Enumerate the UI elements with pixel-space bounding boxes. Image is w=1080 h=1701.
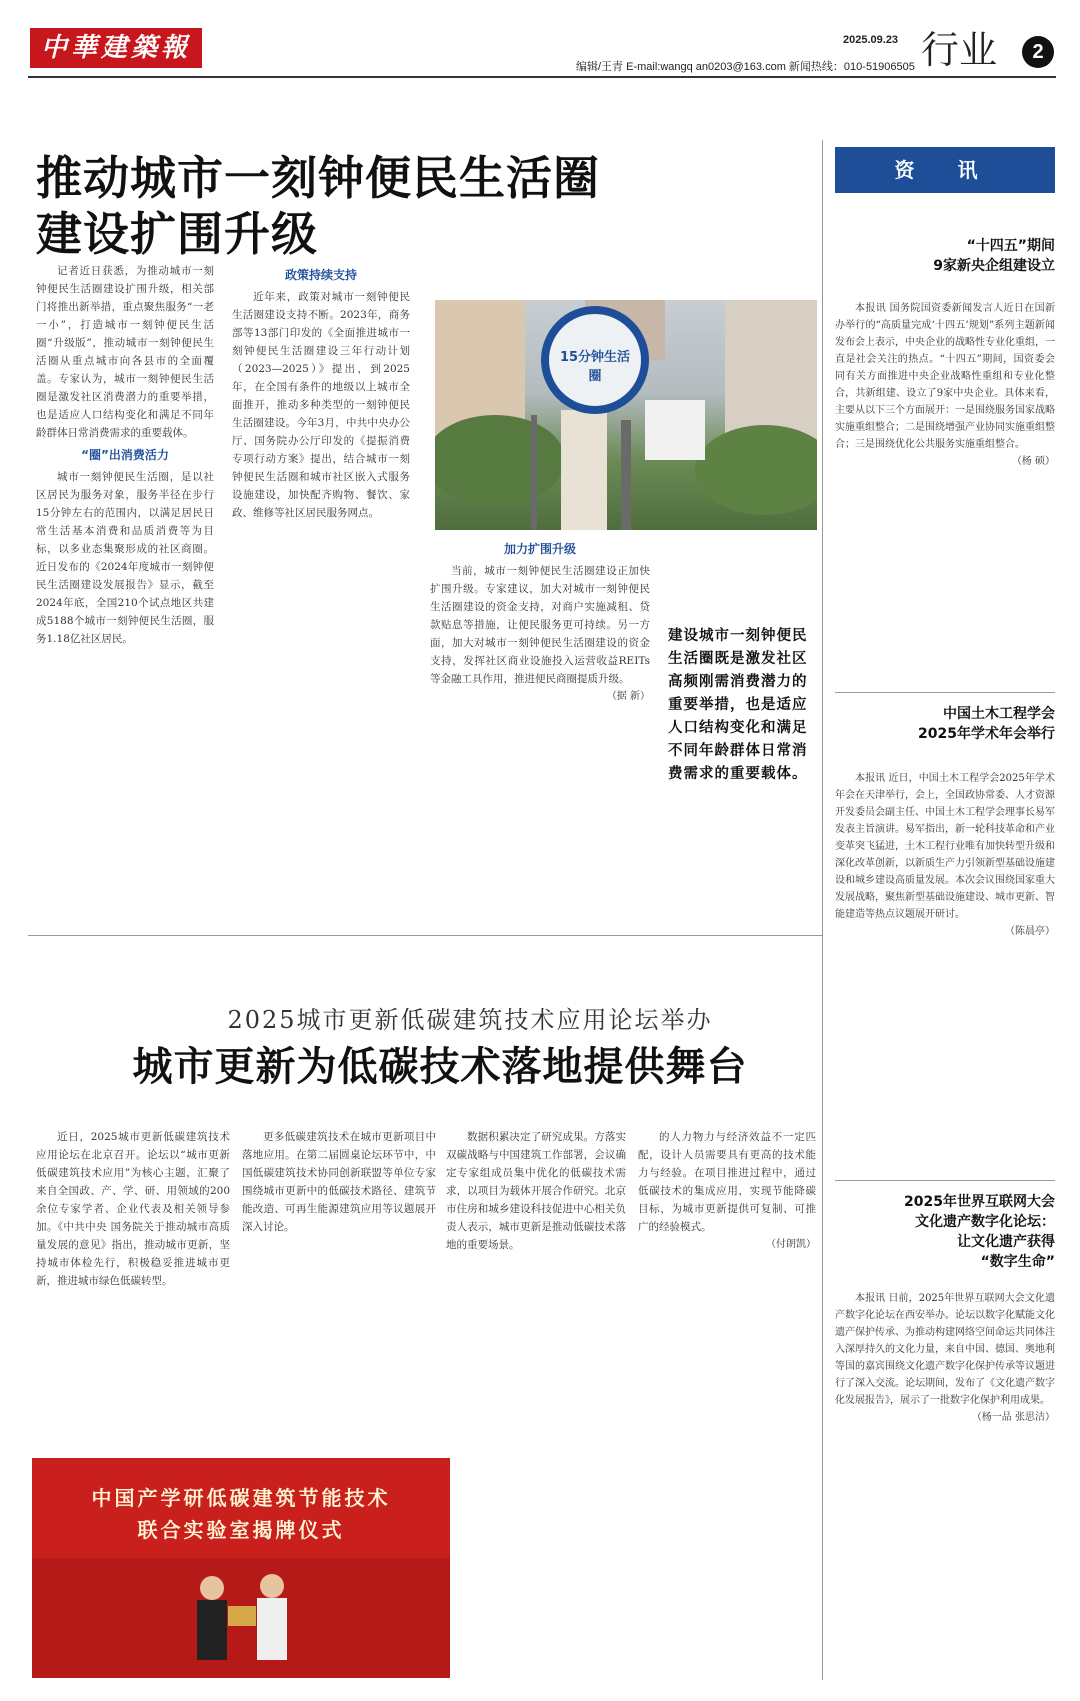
sidebar-item1-text: 本报讯 国务院国资委新闻发言人近日在国新办举行的“高质量完成‘十四五’规划”系列主题新闻发布会上表示，中央企业的战略性专业化重组，一直是社会关注的热点。“十四五”期间，国资委会同有关方面推进中央企业战略性重组和专业化整合，共新组建、设立了9家中央企业。具体来看，主要从以下三个方面展开：一是围绕服务国家战略实施重组整合；二是围绕增强产业协同实施重组整合；三是围绕优化公共服务实施重组整合。 — [835, 303, 1055, 450]
article1-column-3 — [430, 536, 650, 926]
sidebar-separator-2 — [835, 1180, 1055, 1181]
sidebar-item3-body — [835, 1290, 1055, 1670]
article1-headline-line1: 推动城市一刻钟便民生活圈 — [36, 151, 600, 205]
article1-col1b-text: 城市一刻钟便民生活圈，是以社区居民为服务对象，服务半径在步行15分钟左右的范围内，以满足居民日常生活基本消费和品质消费等为目标，以多业态集聚形成的社区商圈。近日发布的《2024年度城市一刻钟便民生活圈建设发展报告》显示，截至2024年底，全国210个试点地区共建成5188个城市一刻钟便民生活圈，服务1.18亿社区居民。 — [36, 471, 214, 645]
article2-column-4 — [638, 1128, 816, 1688]
sidebar-item2-byline: （陈晨亭） — [1005, 926, 1055, 937]
article2-byline: （付朗凯） — [766, 1239, 816, 1250]
sidebar-item1-body — [835, 300, 1055, 680]
article2-headline: 城市更新为低碳技术落地提供舞台 — [132, 1044, 748, 1090]
article2-col1-text: 近日，2025城市更新低碳建筑技术应用论坛在北京召开。论坛以“城市更新低碳建筑技术应用”为核心主题，汇聚了来自全国政、产、学、研、用领域的200余位专家学者、企业代表及相关领导参加。《中共中央 国务院关于推动城市高质量发展的意见》指出，推动城市更新，坚持城市体检先行，积极稳妥推进城市更新，推进城市绿色低碳转型。 — [36, 1131, 230, 1287]
article1-headline — [36, 150, 796, 262]
neighborhood-scene-image — [435, 300, 817, 530]
article1-pull-quote: 建设城市一刻钟便民生活圈既是激发社区高频刚需消费潜力的重要举措，也是适应人口结构变化和满足不同年龄群体日常消费需求的重要载体。 — [668, 628, 808, 782]
sidebar-item2-body — [835, 770, 1055, 1170]
article1-subhead-1: “圈”出消费活力 — [81, 448, 169, 462]
article1-column-2 — [232, 262, 410, 922]
article1-photo — [435, 300, 817, 530]
photo-sign-text: 15分钟生活圈 — [559, 350, 631, 384]
article2-deck: 2025城市更新低碳建筑技术应用论坛举办 — [227, 1006, 713, 1034]
article1-subhead-2: 政策持续支持 — [284, 268, 357, 282]
article1-col3-text: 当前，城市一刻钟便民生活圈建设正加快扩围升级。专家建议，加大对城市一刻钟便民生活圈建设的资金支持，对商户实施减租、贷款贴息等措施，让便民服务更可持续。另一方面，加大对城市一刻钟便民生活圈建设的资金支持，发挥社区商业设施投入运营收益REITs等金融工具作用，推进便民商圈提质升级。 — [430, 565, 650, 685]
article1-column-1 — [36, 262, 214, 922]
newspaper-logo: 中華建築報 — [30, 28, 202, 68]
article2-col2-text: 更多低碳建筑技术在城市更新项目中落地应用。在第二届圆桌论坛环节中，中国低碳建筑技术协同创新联盟等单位专家围绕城市更新中的低碳技术路径、建筑节能改造、可再生能源建筑应用等议题展开深入讨论。 — [242, 1131, 436, 1233]
sidebar-item1-byline: （杨 硕） — [1011, 456, 1055, 467]
lab-unveiling-photo — [32, 1458, 450, 1678]
sidebar-divider — [822, 140, 823, 1680]
article1-subhead-3: 加力扩围升级 — [503, 542, 576, 556]
sidebar-item3-title: 2025年世界互联网大会 文化遗产数字化论坛： 让文化遗产获得 “数字生命” — [904, 1194, 1055, 1270]
article2-column-1 — [36, 1128, 230, 1448]
sidebar-item3-text: 本报讯 日前，2025年世界互联网大会文化遗产数字化论坛在西安举办。论坛以数字化赋能文化遗产保护传承、为推动构建网络空间命运共同体注入深厚持久的文化力量，来自中国、德国、奥地利等国的嘉宾围绕文化遗产数字化保护传承等议题进行了深入交流。论坛期间，发布了《文化遗产数字化发展报告》，展示了一批数字化保护利用成果。 — [835, 1293, 1055, 1406]
header-rule — [28, 76, 1056, 78]
sidebar-header: 资 讯 — [835, 147, 1055, 193]
article2-column-2 — [242, 1128, 436, 1448]
banner-text: 中国产学研低碳建筑节能技术 联合实验室揭牌仪式 — [91, 1486, 391, 1542]
article2-col3-text: 数据积累决定了研究成果。方落实双碳战略与中国建筑工作部署，会议确定专家组成员集中优化的低碳技术需求，以项目为载体开展合作研究。北京市住房和城乡建设科技促进中心相关负责人表示，城市更新是推动低碳技术落地的重要场景。 — [446, 1131, 626, 1251]
article2-column-3 — [446, 1128, 626, 1688]
editor-contact-line: 编辑/王青 E-mail:wangq an0203@163.com 新闻热线：010-51906505 — [576, 61, 915, 73]
sidebar-separator-1 — [835, 692, 1055, 693]
sidebar-item3-byline: （杨一品 张思洁） — [971, 1412, 1055, 1423]
article1-col2-text: 近年来，政策对城市一刻钟便民生活圈建设支持不断。2023年，商务部等13部门印发的《全面推进城市一刻钟便民生活圈建设三年行动计划（2023—2025）》提出，到2025年，在全国有条件的地级以上城市全面推开，推动多种类型的一刻钟便民生活圈建设。今年3月，中共中央办公厅、国务院办公厅印发的《提振消费专项行动方案》提出，结合城市一刻钟便民生活圈和城市社区嵌入式服务设施建设，加快配齐购物、餐饮、家政、维修等社区居民服务网点。 — [232, 291, 410, 519]
page-number-badge: 2 — [1022, 36, 1054, 68]
issue-date: 2025.09.23 — [843, 34, 899, 46]
sidebar-item2-title: 中国土木工程学会 2025年学术年会举行 — [918, 706, 1055, 742]
article1-col1-text: 记者近日获悉，为推动城市一刻钟便民生活圈建设扩围升级，相关部门将推出新举措，重点聚焦服务“一老一小”，打造城市一刻钟便民生活圈“升级版”，推动城市一刻钟便民生活圈从重点城市向各县市的全面覆盖。专家认为，城市一刻钟便民生活圈是激发社区消费潜力的重要举措，也是适应人口结构变化和满足不同年龄群体日常消费需求的重要载体。 — [36, 265, 214, 439]
article1-headline-line2: 建设扩围升级 — [36, 207, 318, 261]
ceremony-figures-image — [32, 1558, 450, 1678]
section-label: 行业 — [921, 28, 998, 72]
sidebar-item1-title: “十四五”期间 9家新央企组建设立 — [933, 238, 1055, 274]
article2-col4-text: 的人力物力与经济效益不一定匹配，设计人员需要具有更高的技术能力与经验。在项目推进过程中，通过低碳技术的集成应用，实现节能降碳目标，为城市更新提供可复制、可推广的经验模式。 — [638, 1131, 816, 1233]
article1-byline: （据 新） — [606, 691, 650, 702]
sidebar-item2-text: 本报讯 近日，中国土木工程学会2025年学术年会在天津举行，会上，全国政协常委、人才资源开发委员会副主任、中国土木工程学会理事长易军发表主旨演讲。易军指出，新一轮科技革命和产业变革突飞猛进，土木工程行业唯有加快转型升级和深化改革创新，以新质生产力引领新型基础设施建设和城乡建设高质量发展。本次会议围绕国家重大发展战略，聚焦新型基础设施建设、城市更新、智能建造等热点议题展开研讨。 — [835, 773, 1055, 920]
article-separator — [28, 935, 822, 936]
